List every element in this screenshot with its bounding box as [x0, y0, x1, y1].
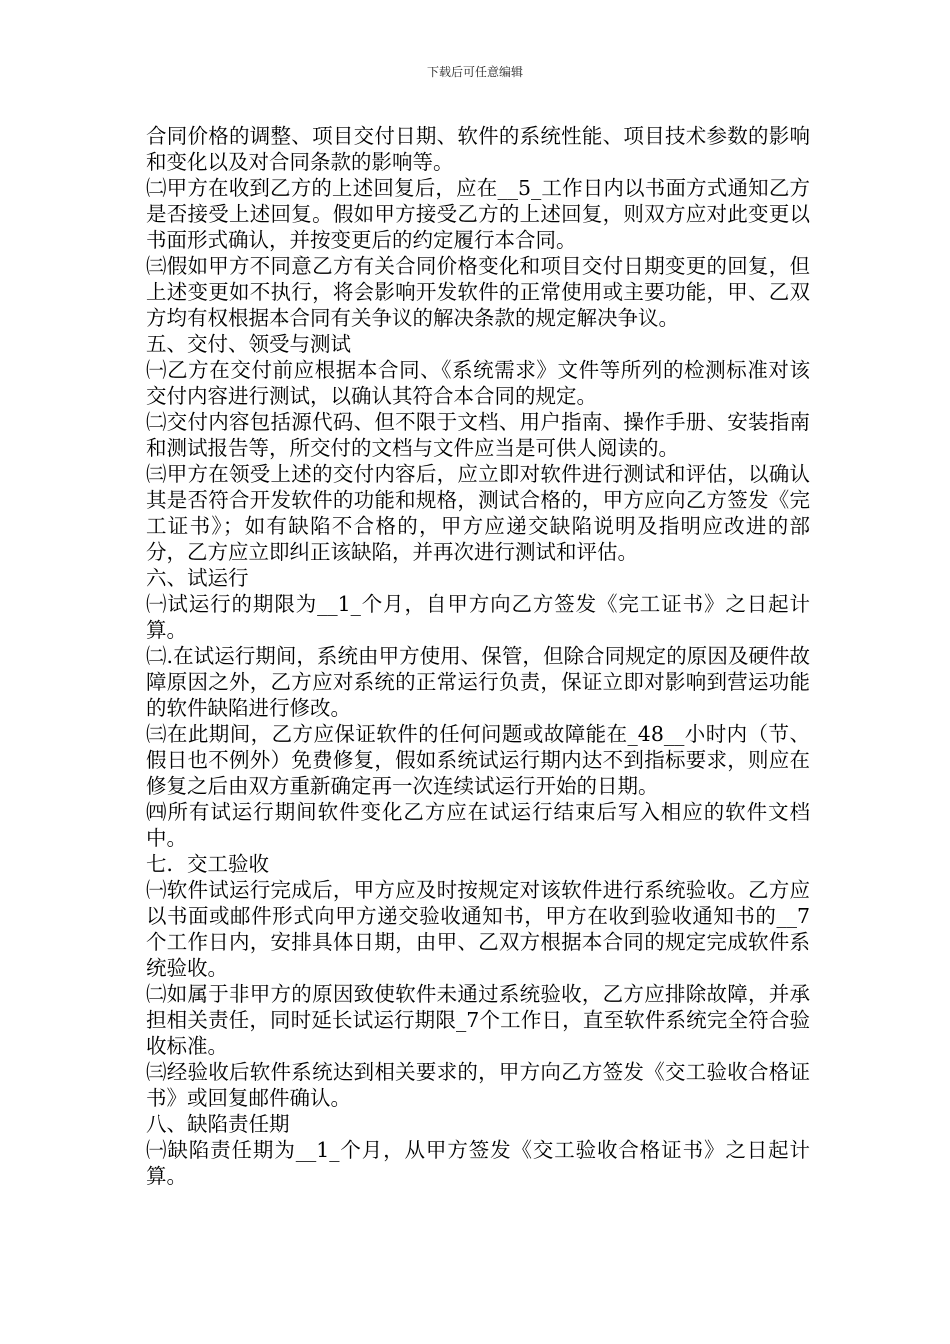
paragraph: ㈠软件试运行完成后，甲方应及时按规定对该软件进行系统验收。乙方应以书面或邮件形式向甲方递交验收通知书，甲方在收到验收通知书的__7个工作日内，安排具体日期，由甲、乙双方根据本合同的规定完成软件系统验收。: [146, 878, 810, 980]
paragraph: ㈣所有试运行期间软件变化乙方应在试运行结束后写入相应的软件文档中。: [146, 800, 810, 850]
document-body: [146, 123, 810, 1189]
section-heading: 六、试运行: [146, 566, 249, 590]
paragraph: ㈠乙方在交付前应根据本合同、《系统需求》文件等所列的检测标准对该交付内容进行测试，以确认其符合本合同的规定。: [146, 358, 810, 408]
paragraph: ㈢经验收后软件系统达到相关要求的，甲方向乙方签发《交工验收合格证书》或回复邮件确认。: [146, 1060, 810, 1110]
paragraph: 合同价格的调整、项目交付日期、软件的系统性能、项目技术参数的影响和变化以及对合同条款的影响等。: [146, 124, 810, 174]
paragraph: ㈢在此期间，乙方应保证软件的任何问题或故障能在_48__小时内（节、假日也不例外）免费修复，假如系统试运行期内达不到指标要求，则应在修复之后由双方重新确定再一次连续试运行开始的日期。: [146, 722, 810, 798]
paragraph: ㈢甲方在领受上述的交付内容后，应立即对软件进行测试和评估，以确认其是否符合开发软件的功能和规格，测试合格的，甲方应向乙方签发《完工证书》；如有缺陷不合格的，甲方应递交缺陷说明及指明应改进的部分，乙方应立即纠正该缺陷，并再次进行测试和评估。: [146, 462, 810, 564]
paragraph: ㈡.在试运行期间，系统由甲方使用、保管，但除合同规定的原因及硬件故障原因之外，乙方应对系统的正常运行负责，保证立即对影响到营运功能的软件缺陷进行修改。: [146, 644, 810, 720]
page-header: 下载后可任意编辑: [426, 65, 523, 79]
section-heading: 七．交工验收: [146, 852, 269, 876]
paragraph: ㈠缺陷责任期为__1_个月，从甲方签发《交工验收合格证书》之日起计算。: [146, 1138, 810, 1188]
paragraph: ㈡如属于非甲方的原因致使软件未通过系统验收，乙方应排除故障，并承担相关责任，同时延长试运行期限_7个工作日，直至软件系统完全符合验收标准。: [146, 982, 810, 1058]
section-heading: 五、交付、领受与测试: [146, 332, 351, 356]
paragraph: ㈢假如甲方不同意乙方有关合同价格变化和项目交付日期变更的回复，但上述变更如不执行，将会影响开发软件的正常使用或主要功能，甲、乙双方均有权根据本合同有关争议的解决条款的规定解决争议。: [146, 254, 810, 330]
paragraph: ㈠试运行的期限为__1_个月，自甲方向乙方签发《完工证书》之日起计算。: [146, 592, 810, 642]
section-heading: 八、缺陷责任期: [146, 1112, 290, 1136]
paragraph: ㈡交付内容包括源代码、但不限于文档、用户指南、操作手册、安装指南和测试报告等，所交付的文档与文件应当是可供人阅读的。: [146, 410, 810, 460]
paragraph: ㈡甲方在收到乙方的上述回复后，应在__5_工作日内以书面方式通知乙方是否接受上述回复。假如甲方接受乙方的上述回复，则双方应对此变更以书面形式确认，并按变更后的约定履行本合同。: [146, 176, 810, 252]
